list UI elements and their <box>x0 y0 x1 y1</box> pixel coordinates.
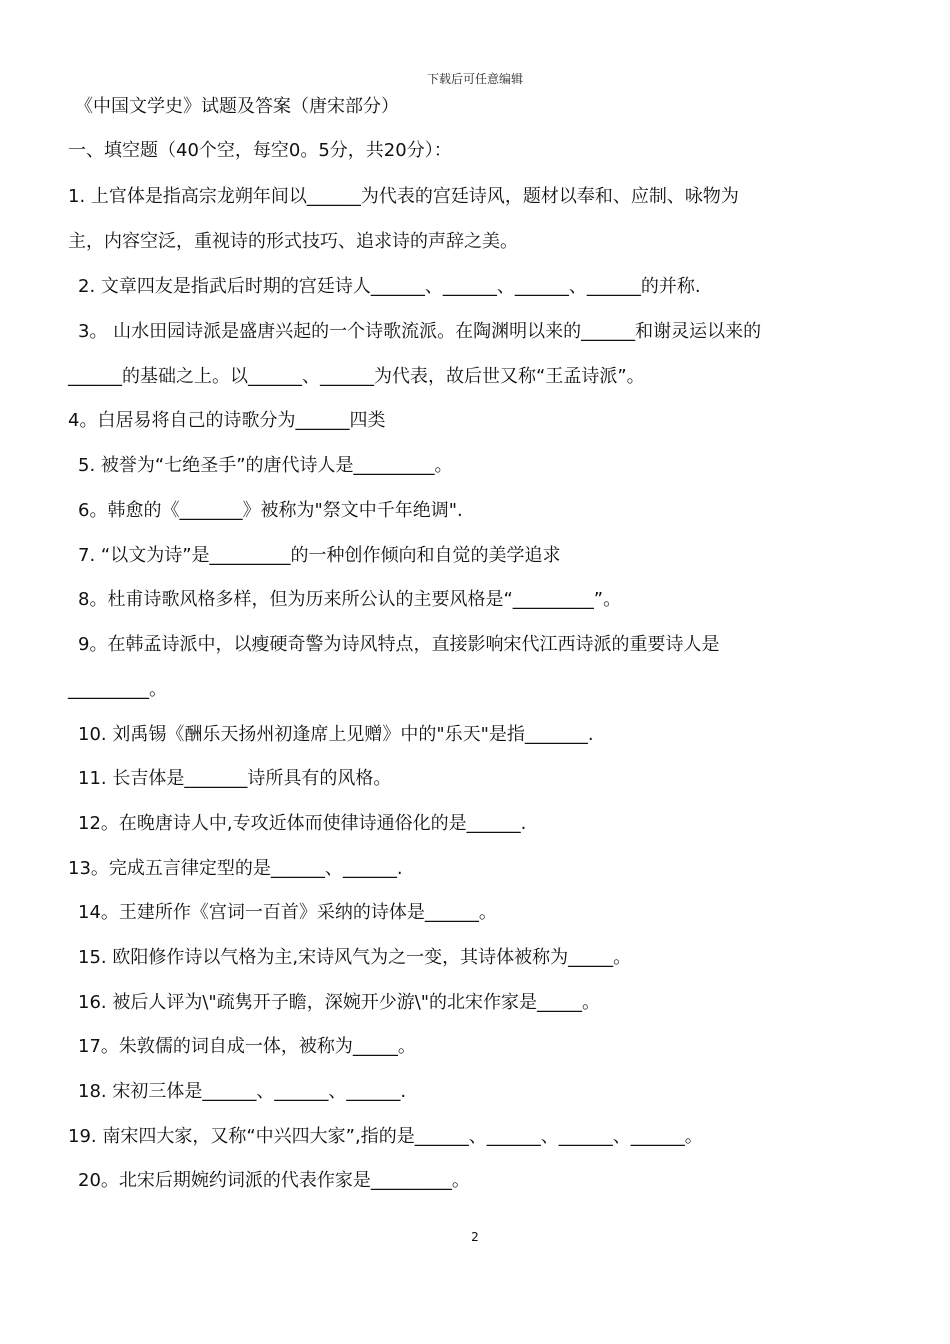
page-number: 2 <box>471 1230 479 1244</box>
question-line: 7. “以文为诗”是_________的一种创作倾向和自觉的美学追求 <box>78 545 561 566</box>
question-line: 9。在韩孟诗派中，以瘦硬奇警为诗风特点，直接影响宋代江西诗派的重要诗人是 <box>78 634 720 655</box>
question-line: 主，内容空泛，重视诗的形式技巧、追求诗的声辞之美。 <box>68 231 518 252</box>
question-line: 3。 山水田园诗派是盛唐兴起的一个诗歌流派。在陶渊明以来的______和谢灵运以来的 <box>78 321 762 342</box>
question-line: 2. 文章四友是指武后时期的宫廷诗人______、______、______、______的并称. <box>78 276 701 297</box>
document-title: 《中国文学史》试题及答案（唐宋部分） <box>75 96 399 117</box>
question-line: 17。朱敦儒的词自成一体，被称为_____。 <box>78 1036 416 1057</box>
question-line: 11. 长吉体是_______诗所具有的风格。 <box>78 768 392 789</box>
question-line: 14。王建所作《宫词一百首》采纳的诗体是______。 <box>78 902 497 923</box>
question-line: 19. 南宋四大家，又称“中兴四大家”,指的是______、______、______、______。 <box>68 1126 703 1147</box>
question-line: 5. 被誉为“七绝圣手”的唐代诗人是_________。 <box>78 455 453 476</box>
question-line: 6。韩愈的《_______》被称为"祭文中千年绝调". <box>78 500 463 521</box>
question-line: ______的基础之上。以______、______为代表，故后世又称“王孟诗派”。 <box>68 366 645 387</box>
question-line: 4。白居易将自己的诗歌分为______四类 <box>68 410 386 431</box>
question-line: 1. 上官体是指高宗龙朔年间以______为代表的宫廷诗风，题材以奉和、应制、咏物为 <box>68 186 739 207</box>
question-line: _________。 <box>68 679 167 700</box>
question-line: 13。完成五言律定型的是______、______. <box>68 858 403 879</box>
question-line: 16. 被后人评为\"疏隽开子瞻，深婉开少游\"的北宋作家是_____。 <box>78 992 601 1013</box>
section-heading: 一、填空题（40个空，每空0。5分，共20分）： <box>68 140 452 161</box>
page-header: 下载后可任意编辑 <box>426 72 523 86</box>
question-line: 8。杜甫诗歌风格多样，但为历来所公认的主要风格是“_________”。 <box>78 589 622 610</box>
question-line: 20。北宋后期婉约词派的代表作家是_________。 <box>78 1170 470 1191</box>
question-line: 10. 刘禹锡《酬乐天扬州初逢席上见赠》中的"乐天"是指_______. <box>78 724 594 745</box>
question-line: 12。在晚唐诗人中,专攻近体而使律诗通俗化的是______. <box>78 813 527 834</box>
question-line: 15. 欧阳修作诗以气格为主,宋诗风气为之一变，其诗体被称为_____。 <box>78 947 632 968</box>
question-line: 18. 宋初三体是______、______、______. <box>78 1081 407 1102</box>
